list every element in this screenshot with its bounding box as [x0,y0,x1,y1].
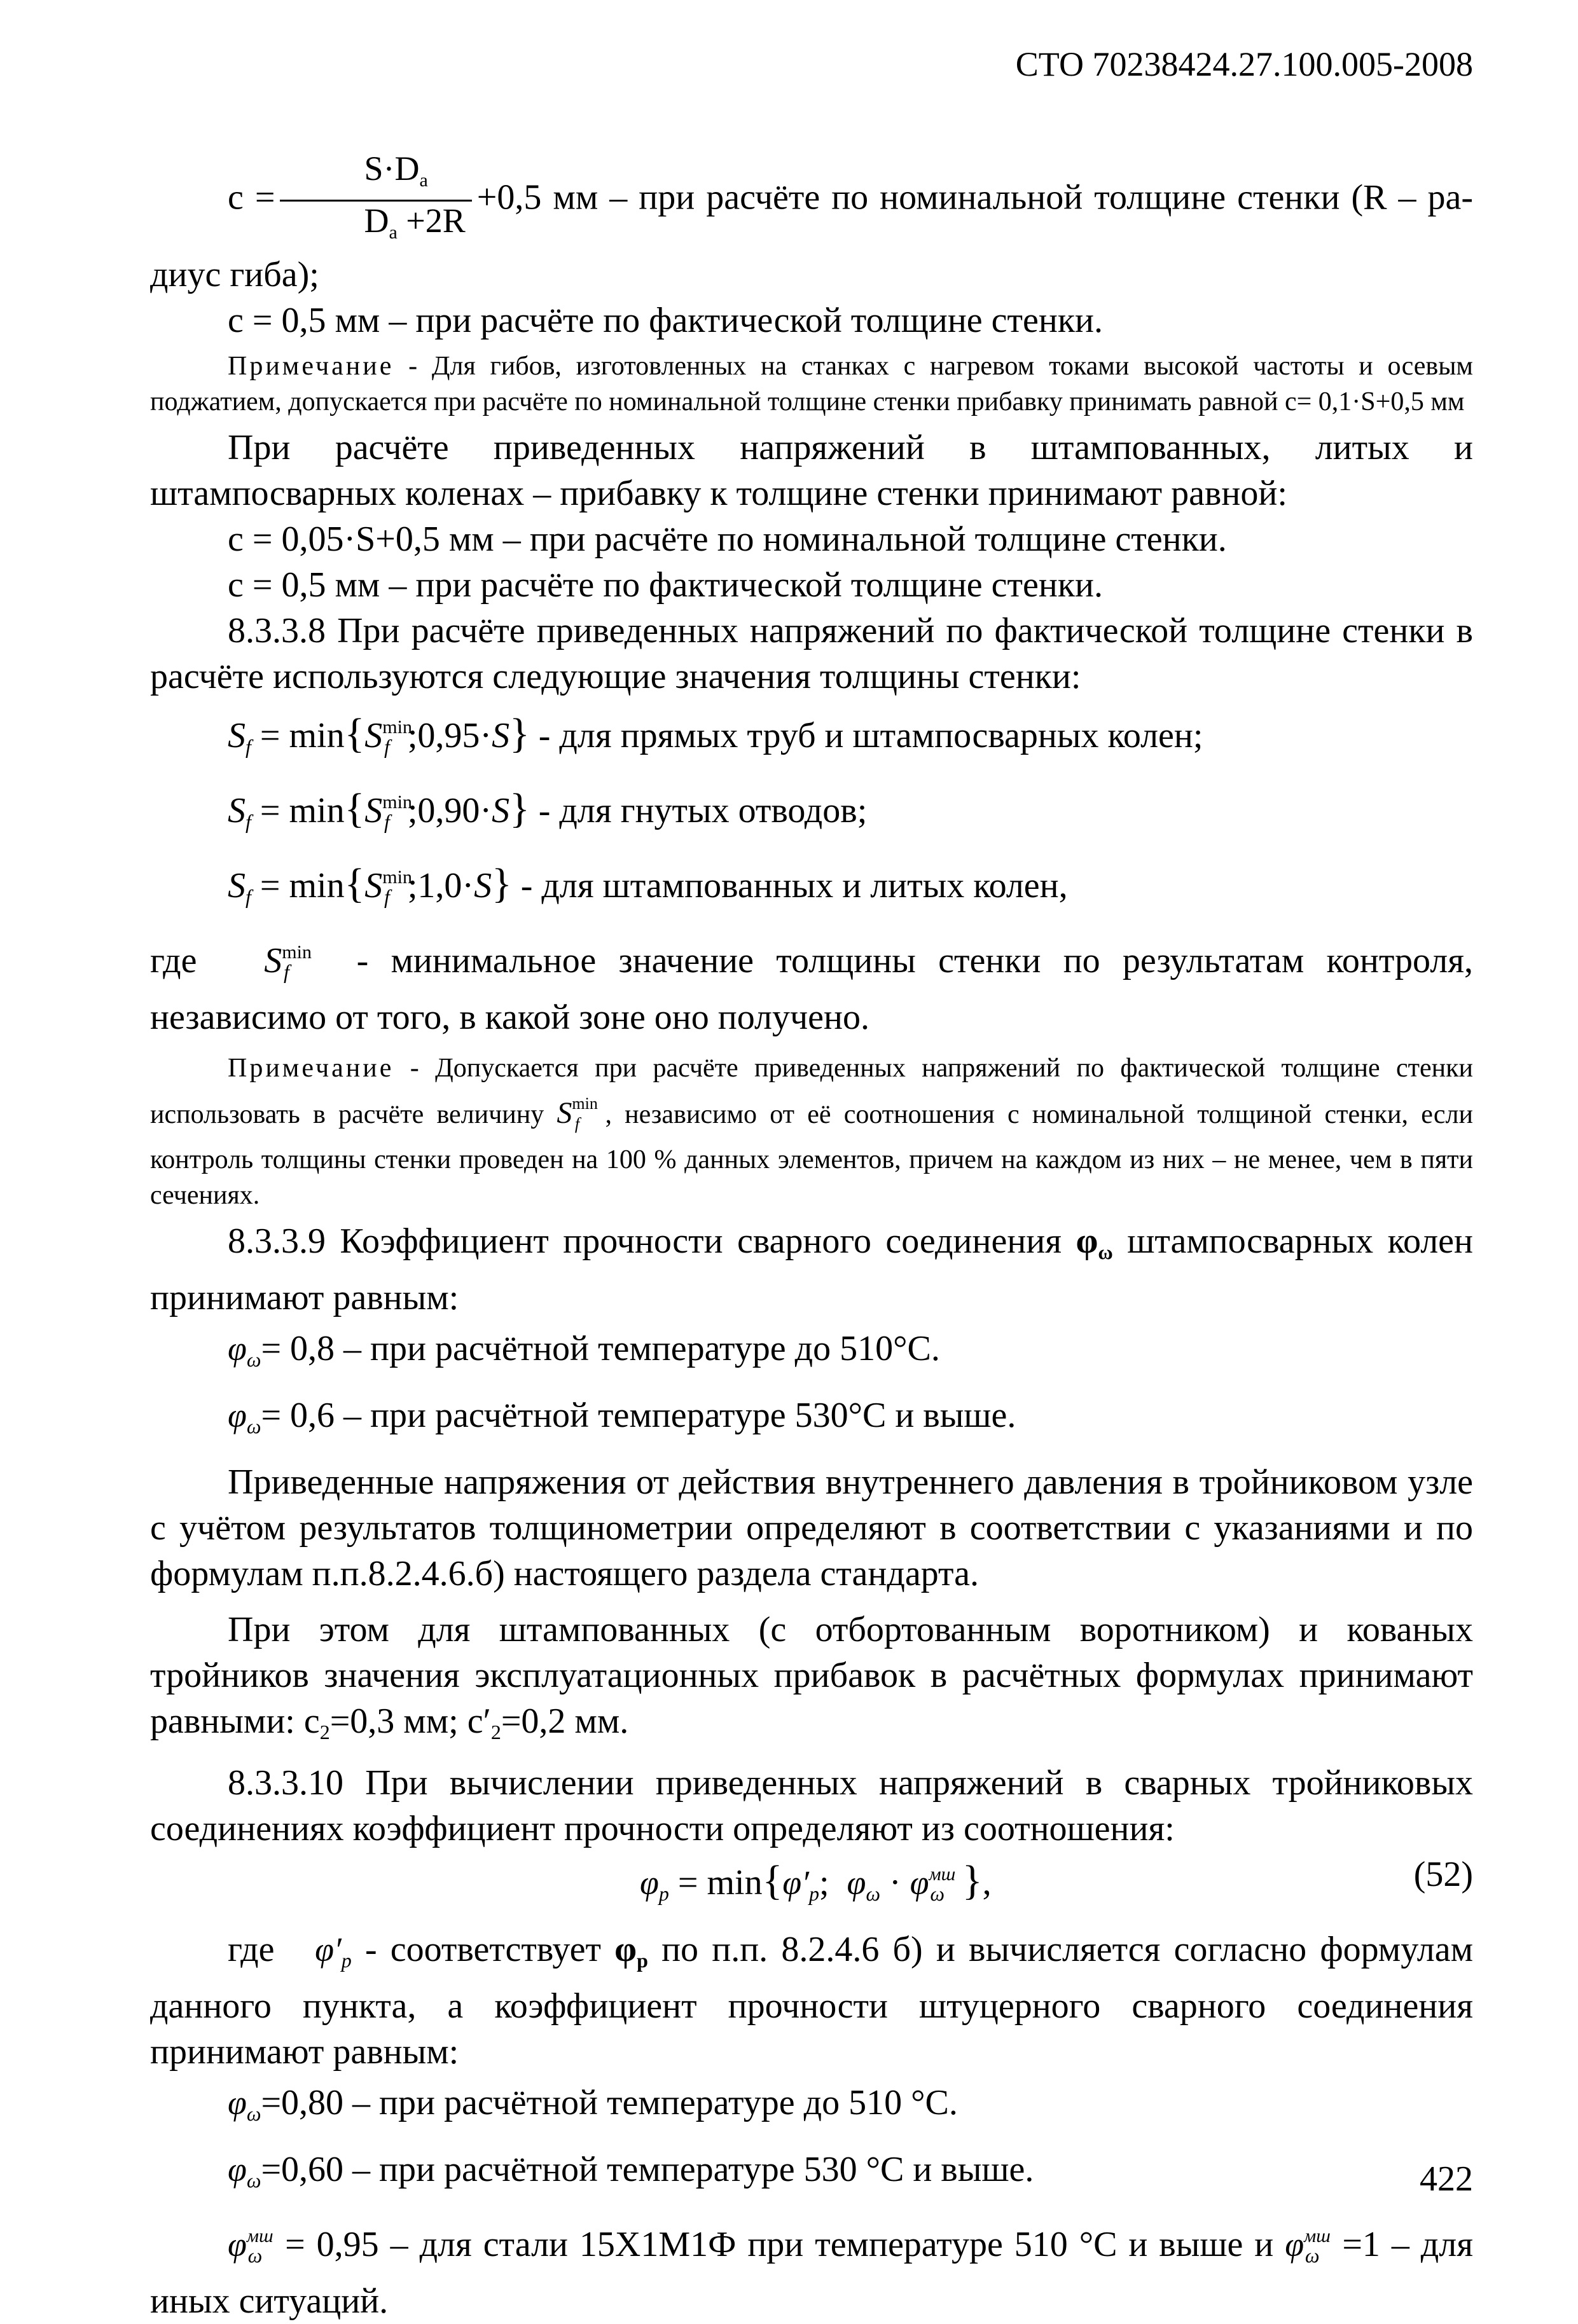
paragraph: При этом для штампованных (с отбортованным воротником) и кованых тройников значения эксплуатационных прибавок в расчётных формулах принимают равными: $с_2=0,3$ мм; $с'_2=0,2$ мм. [150,1610,1473,1743]
formula-c-nominal: c = $\frac{S\cdot Da}{Da +2R}$ +0,5 мм – при расчёте по номинальной толщине стенки (R – ра- [150,149,1473,252]
document-body [150,149,1473,2324]
section-8-3-3-8: 8.3.3.8 При расчёте приведенных напряжений по фактической толщине стенки в расчёте используются следующие значения толщины стенки: [150,611,1473,696]
paragraph-line: диус гиба); [150,255,319,294]
paragraph: При расчёте приведенных напряжений в штампованных, литых и штампосварных коленах – прибавку к толщине стенки принимают равной: [150,428,1473,513]
section-8-3-3-10: 8.3.3.10 При вычислении приведенных напряжений в сварных тройниковых соединениях коэффициент прочности определяют из соотношения: [150,1763,1473,1848]
formula-sf-straight: $S_f = \min\{S^{min}_f$ ;0,95·S} - для прямых труб и штампосварных колен; [228,710,1203,758]
note-label: Примечание [228,1054,394,1083]
formula-sf-bent: $S_f = \min\{S^{min}_f$ ;0,90·S} - для гнутых отводов; [228,785,868,833]
paragraph-line: с = 0,5 мм – при расчёте по фактической толщине стенки. [228,301,1103,340]
phi-omega-060: $\varphi_\omega=0,60$ – при расчётной температуре 530 °С и выше. [228,2150,1034,2192]
phi-omega-080: $\varphi_\omega=0,80$ – при расчётной температуре до 510 °С. [228,2083,958,2125]
equation-number: (52) [1413,1855,1473,1894]
note-1: Примечание - Для гибов, изготовленных на станках с нагревом токами высокой частоты и осевым поджатием, допускается при расчёте по номинальной толщине стенки прибавку принимать равной с= 0,1·S+0,5 мм [150,352,1473,416]
document-page [150,0,1474,2321]
phi-omega-msh: $\varphi^{мш}_\omega = 0,95$ – для стали 15Х1М1Ф при температуре 510 °С и выше и $\varphi^{мш}_\omega =1$ – для иных ситуаций. [150,2225,1474,2321]
note-2: Примечание - Допускается при расчёте приведенных напряжений по фактической толщине стенки использовать в расчёте величину $S^{min}_f$ , независимо от её соотношения с номинальной толщиной стенки, если контроль толщины стенки проведен на 100 % данных элементов, причем на каждом из них – не менее, чем в пяти сечениях. [150,1054,1473,1210]
paragraph: с = 0,05·S+0,5 мм – при расчёте по номинальной толщине стенки. [228,519,1227,559]
equation-52: $\varphi_p = \min\{\varphi'_p$; $\varphi_\omega \cdot \varphi^{мш}_\omega$ }, (52) [150,1852,1473,1916]
note-label: Примечание [228,352,394,381]
formula-sf-cast: $S_f = \min\{S^{min}_f$ ;1,0·S} - для штампованных и литых колен, [228,860,1068,908]
phi-omega-510: $\varphi_\omega= 0,8$ – при расчётной температуре до 510°С. [228,1329,940,1371]
section-8-3-3-9: 8.3.3.9 Коэффициент прочности сварного соединения $\varphi_\omega$ штампосварных колен принимают равным: [150,1221,1473,1317]
paragraph: где $\varphi'_p$ - соответствует $\varphi_p$ по п.п. 8.2.4.6 б) и вычисляется согласно формулам данного пункта, а коэффициент прочности штуцерного сварного соединения принимают равным: [150,1930,1474,2072]
page-number: 422 [1420,2159,1473,2199]
document-code: СТО 70238424.27.100.005-2008 [1015,45,1473,83]
where-definition: где $S^{min}_f$ - минимальное значение толщины стенки по результатам контроля, независимо от того, в какой зоне оно получено. [150,941,1473,1037]
paragraph: Приведенные напряжения от действия внутреннего давления в тройниковом узле с учётом результатов толщинометрии определяют в соответствии с указаниями и по формулам п.п.8.2.4.6.б) настоящего раздела стандарта. [150,1462,1473,1593]
phi-omega-530: $\varphi_\omega= 0,6$ – при расчётной температуре 530°С и выше. [228,1396,1016,1438]
fraction: $\frac{S\cdot Da}{Da +2R}$ [280,149,471,252]
paragraph: с = 0,5 мм – при расчёте по фактической толщине стенки. [228,565,1103,605]
